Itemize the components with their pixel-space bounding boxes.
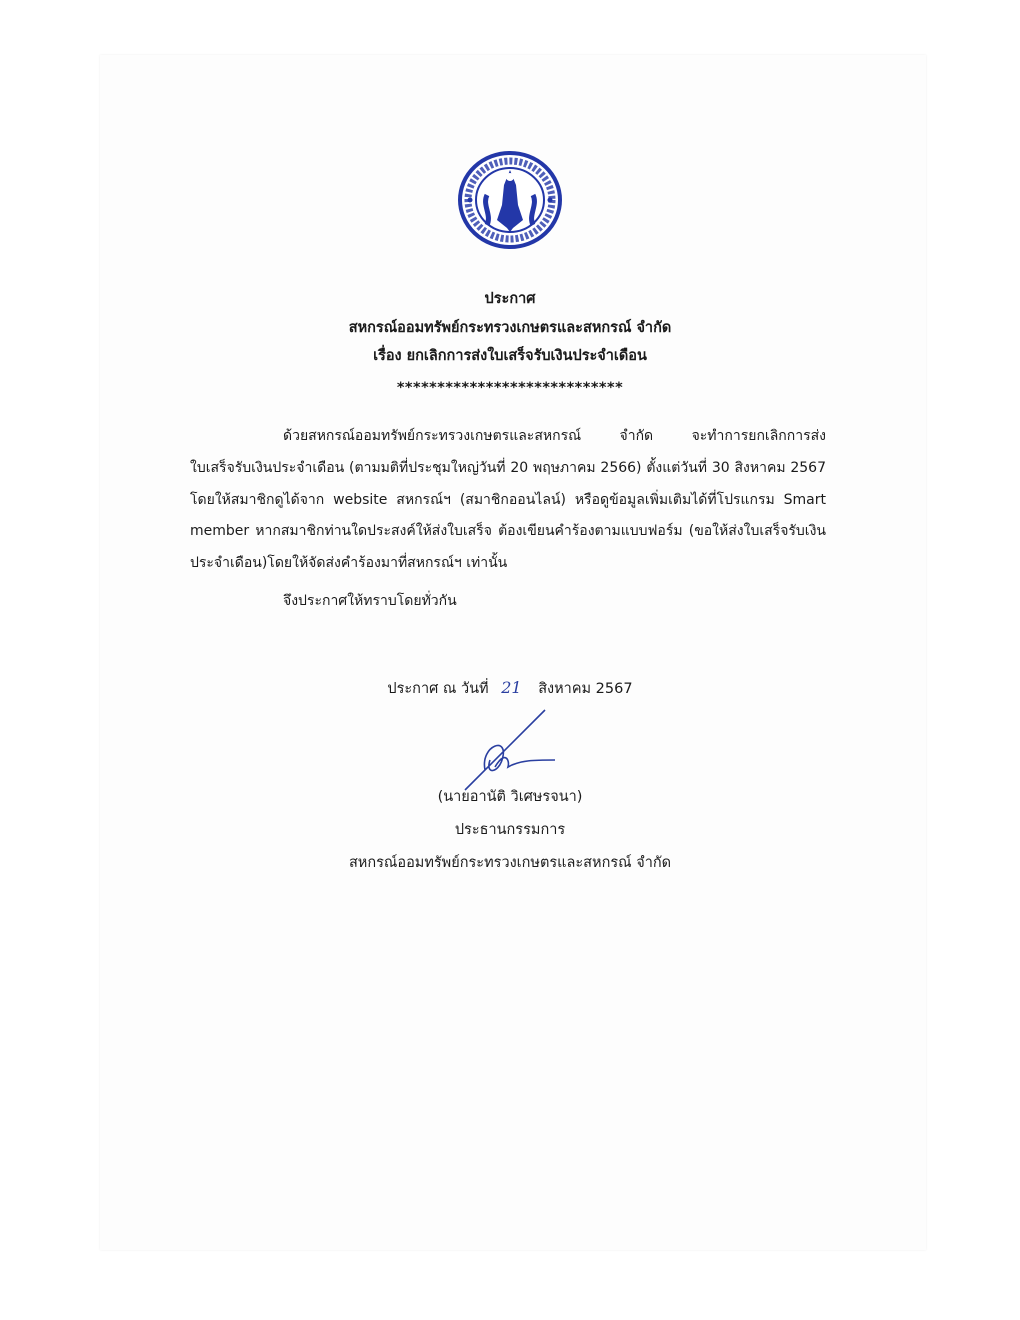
handwritten-signature <box>440 705 570 795</box>
announcement-title: ประกาศ <box>484 291 536 307</box>
body-line: ประจำเดือน)โดยให้จัดส่งคำร้องมาที่สหกรณ์ฯ เท่านั้น <box>190 555 508 571</box>
closing-statement: จึงประกาศให้ทราบโดยทั่วกัน <box>283 593 457 609</box>
date-prefix: ประกาศ ณ วันที่ <box>387 681 489 697</box>
handwritten-day: 21 <box>501 678 522 697</box>
body-line: ใบเสร็จรับเงินประจำเดือน (ตามมติที่ประชุมใหญ่วันที่ 20 พฤษภาคม 2566) ตั้งแต่วันที่ 30 สิงหาคม 2567 <box>190 460 826 476</box>
signer-position: ประธานกรรมการ <box>454 822 566 838</box>
date-month-year: สิงหาคม 2567 <box>538 681 633 697</box>
announcement-subject: เรื่อง ยกเลิกการส่งใบเสร็จรับเงินประจำเดือน <box>373 348 647 364</box>
announcement-date <box>0 677 1020 700</box>
separator-stars: **************************** <box>396 380 624 396</box>
cooperative-seal-logo <box>457 150 563 250</box>
organization-name: สหกรณ์ออมทรัพย์กระทรวงเกษตรและสหกรณ์ จำกัด <box>348 320 672 336</box>
body-line: โดยให้สมาชิกดูได้จาก website สหกรณ์ฯ (สมาชิกออนไลน์) หรือดูข้อมูลเพิ่มเติมได้ที่โปรแกรม Smart <box>190 492 826 508</box>
body-line: ด้วยสหกรณ์ออมทรัพย์กระทรวงเกษตรและสหกรณ์ จำกัด จะทำการยกเลิกการส่ง <box>283 428 826 444</box>
signer-organization: สหกรณ์ออมทรัพย์กระทรวงเกษตรและสหกรณ์ จำกัด <box>348 855 672 871</box>
signer-name: (นายอานัติ วิเศษรจนา) <box>437 789 583 805</box>
body-line: member หากสมาชิกท่านใดประสงค์ให้ส่งใบเสร็จ ต้องเขียนคำร้องตามแบบฟอร์ม (ขอให้ส่งใบเสร็จรับเงิน <box>190 523 826 539</box>
